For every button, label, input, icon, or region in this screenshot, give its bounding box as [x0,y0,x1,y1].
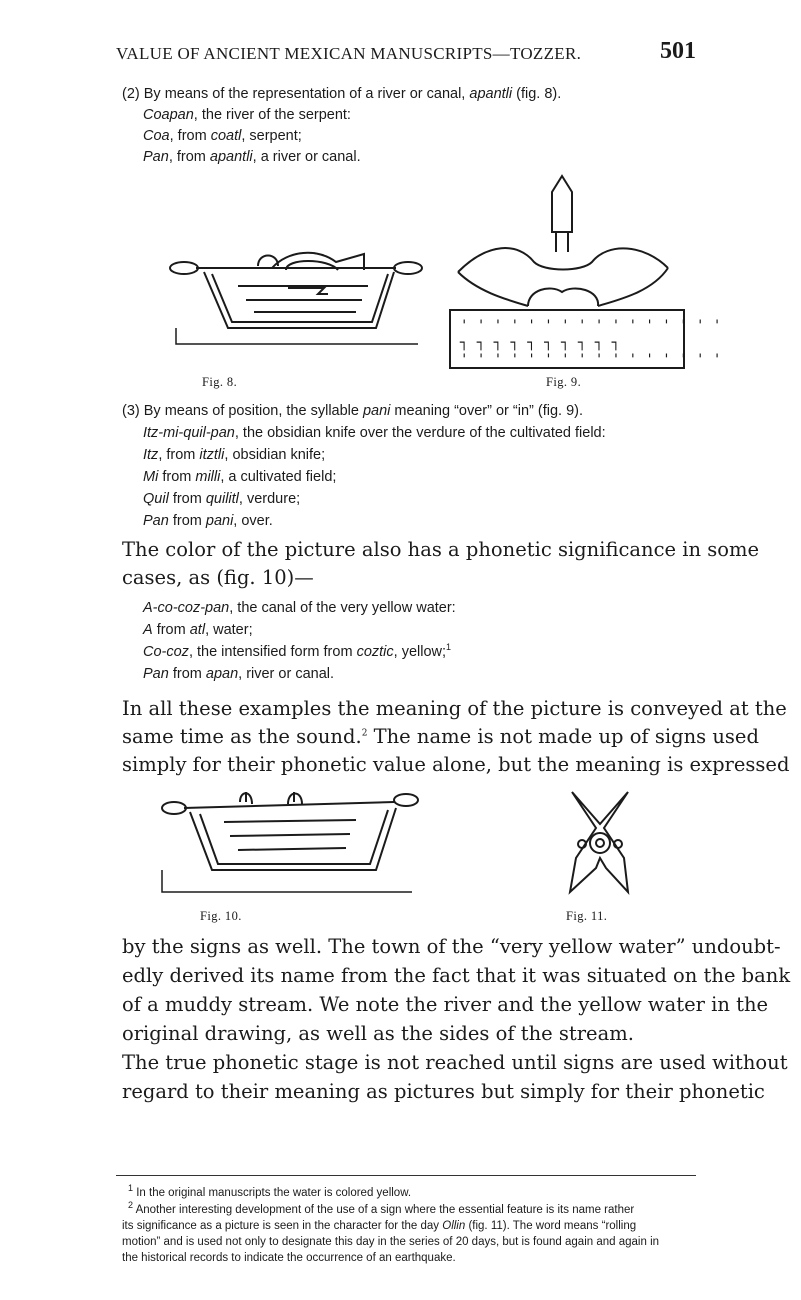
body-paragraph-line: original drawing, as well as the sides of the stream. [122,1022,634,1045]
footnote-2: $^2$ Another interesting development of the use of a sign where the essential feature is its name rather [128,1200,635,1216]
figure-9-obsidian-knife-over-field [448,172,722,372]
page-header [116,38,696,68]
footnote-2-line: motion” and is used not only to designate this day in the series of 20 days, but is found again and again in [122,1236,660,1248]
item3-line: Pan from pani, over. [143,513,273,529]
item-color-line: Pan from apan, river or canal. [143,666,335,682]
figure-11-ollin [566,788,634,898]
figure-8-river-serpent [168,252,428,352]
item3-line: Quil from quilitl, verdure; [143,491,301,507]
footnote-1: $^1$ In the original manuscripts the water is colored yellow. [128,1183,412,1199]
figure-11-caption: Fig. 11. [566,909,608,923]
svg-text:' ' ' ' ' ' ' ' ' ' ' ' ' ' ': ' ' ' ' ' ' ' ' ' ' ' ' ' ' ' ' [460,318,722,334]
item2-word: Coapan, the river of the serpent: [143,107,351,123]
figure-10-caption: Fig. 10. [200,909,242,923]
item3-line: Mi from milli, a cultivated field; [143,469,337,485]
figure-8-caption: Fig. 8. [202,375,238,389]
footnote-2-line: its significance as a picture is seen in the character for the day Ollin (fig. 11). The word means “rolling [122,1220,637,1232]
svg-text:' ' ' ' ' ' ' ' ' ' ' ' ' ' ': ' ' ' ' ' ' ' ' ' ' ' ' ' ' ' ' [460,352,722,368]
item-color-word: A-co-coz-pan, the canal of the very yellow water: [143,600,456,616]
item-color-line: A from atl, water; [143,622,253,638]
svg-text:┐ ┐ ┐ ┐ ┐ ┐ ┐ ┐ ┐ ┐: ┐ ┐ ┐ ┐ ┐ ┐ ┐ ┐ ┐ ┐ [460,335,621,351]
body-paragraph-line: by the signs as well. The town of the “very yellow water” undoubt- [122,935,781,958]
body-paragraph-line: In all these examples the meaning of the picture is conveyed at the [122,697,787,720]
figure-9-caption: Fig. 9. [546,375,582,389]
body-paragraph-line: edly derived its name from the fact that it was situated on the bank [122,964,791,987]
item3-word: Itz-mi-quil-pan, the obsidian knife over the verdure of the cultivated field: [143,425,606,441]
item2-line: Coa, from coatl, serpent; [143,128,302,144]
footnote-ref: 1 [446,642,452,653]
page-number: 501 [660,38,696,64]
color-paragraph-line: cases, as (fig. 10)— [122,566,314,589]
running-head: VALUE OF ANCIENT MEXICAN MANUSCRIPTS—TOZZER. [116,44,582,63]
item3-intro: (3) By means of position, the syllable pani meaning “over” or “in” (fig. 9). [122,403,583,419]
item2-intro: (2) By means of the representation of a river or canal, apantli (fig. 8). [122,86,562,102]
figure-10-canal-yellow-water [160,786,422,900]
body-paragraph-line: The true phonetic stage is not reached until signs are used without [122,1051,788,1074]
footnote-rule [116,1175,696,1176]
footnote-ref: 2 [361,728,368,739]
body-paragraph-line: regard to their meaning as pictures but simply for their phonetic [122,1080,765,1103]
item-color-line: Co-coz, the intensified form from coztic, yellow;$^1$ [143,642,452,660]
body-paragraph-line: of a muddy stream. We note the river and the yellow water in the [122,993,769,1016]
item3-line: Itz, from itztli, obsidian knife; [143,447,326,463]
item2-line: Pan, from apantli, a river or canal. [143,149,361,165]
field-pattern [460,318,721,368]
footnote-2-line: the historical records to indicate the occurrence of an earthquake. [122,1252,456,1264]
body-paragraph-line: simply for their phonetic value alone, but the meaning is expressed [122,753,790,776]
body-paragraph-line: same time as the sound.$^2$ The name is not made up of signs used [122,725,759,748]
color-paragraph-line: The color of the picture also has a phonetic significance in some [122,538,760,561]
